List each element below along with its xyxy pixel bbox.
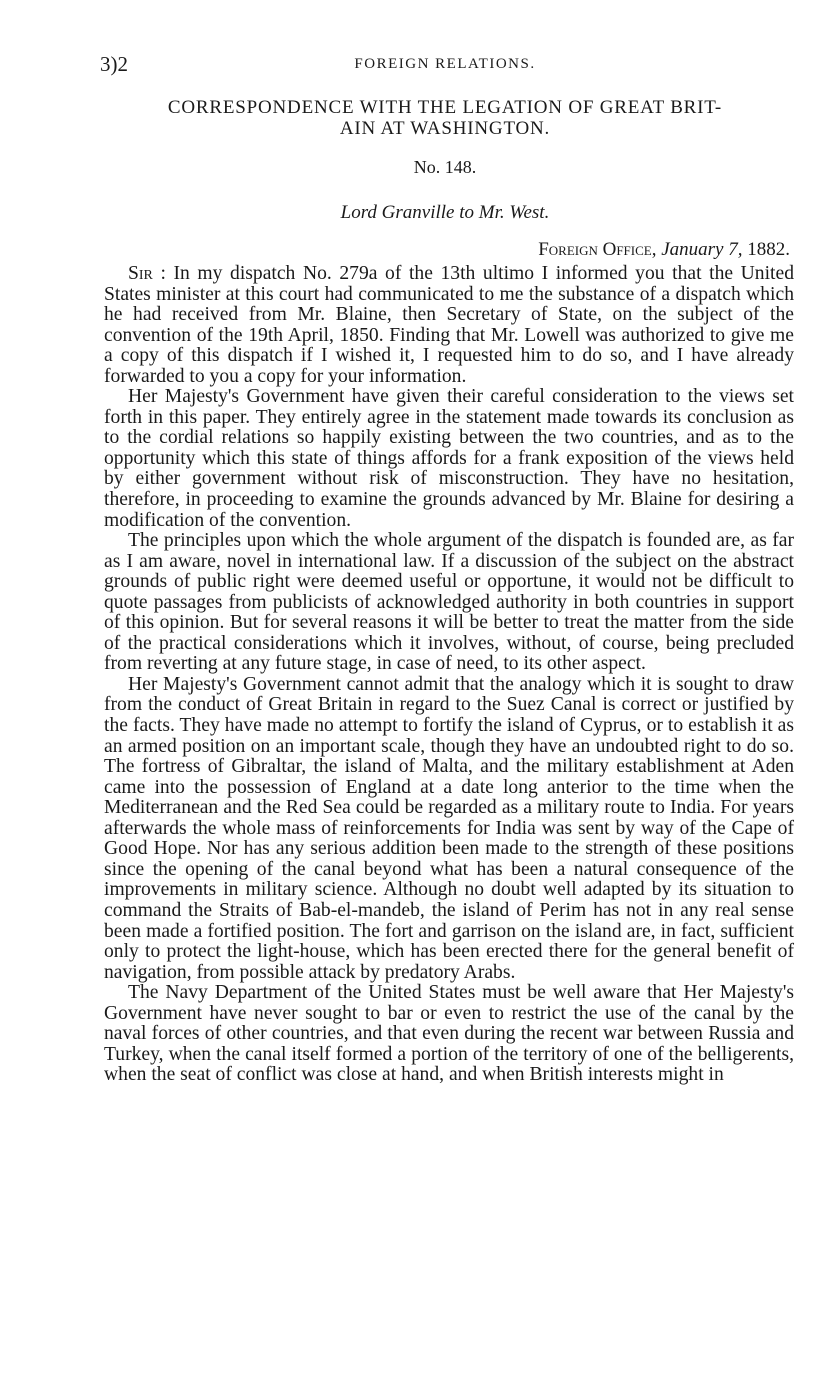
letter-body: [104, 264, 794, 1086]
letter-dateline: [100, 239, 790, 261]
paragraph-text: In my dispatch No. 279a of the 13th ultimo I informed you that the United States minister at this court had communicated to me the substance of a dispatch which he had received from Mr. Blaine, then Secretary of State, on the subject of the convention of the 19th April, 1850. Finding that Mr. Lowell was authorized to give me a copy of this dispatch if I wished it, I requested him to do so, and I have already forwarded to you a copy for your information.: [104, 263, 794, 387]
body-paragraph-4: Her Majesty's Government cannot admit that the analogy which it is sought to draw from the conduct of Great Britain in regard to the Suez Canal is correct or justified by the facts. They have made no attempt to fortify the island of Cyprus, or to establish it as an armed position on an important scale, though they have an undoubted right to do so. The fortress of Gibraltar, the island of Malta, and the military establishment at Aden came into the possession of England at a date long anterior to the time when the Mediterranean and the Red Sea could be regarded as a military route to India. For years afterwards the whole mass of reinforcements for India was sent by way of the Cape of Good Hope. Nor has any serious addition been made to the strength of these positions since the opening of the canal beyond what has been a natural consequence of the improvements in military science. Although no doubt well adapted by its situation to command the Straits of Bab-el-mandeb, the island of Perim has not in any real sense been made a fortified position. The fort and garrison on the island are, in fact, sufficient only to protect the light-house, which has been erected there for the general benefit of navigation, from possible attack by predatory Arabs.: [104, 673, 794, 983]
body-paragraph-1: [104, 264, 794, 387]
date-month-day: January 7,: [661, 239, 743, 260]
date-year: 1882.: [747, 239, 790, 260]
section-title: [100, 97, 790, 139]
body-paragraph-3: The principles upon which the whole argument of the dispatch is founded are, as far as I am aware, novel in international law. If a discussion of the subject on the abstract grounds of public right were deemed useful or opportune, it would not be difficult to quote passages from publicists of acknowledged authority in both countries in support of this opinion. But for several reasons it will be better to treat the matter from the side of the practical considerations which it involves, without, of course, being precluded from reverting at any future stage, in case of need, to its other aspect.: [104, 530, 794, 675]
running-head: FOREIGN RELATIONS.: [354, 56, 536, 72]
letter-addressline: Lord Granville to Mr. West.: [340, 202, 550, 223]
page-number: 3)2: [100, 52, 128, 76]
document-number: No. 148.: [413, 157, 477, 177]
section-title-line-1: CORRESPONDENCE WITH THE LEGATION OF GREAT BRIT-: [167, 97, 723, 118]
page-header: [100, 52, 790, 78]
date-place: Foreign Office,: [538, 239, 657, 260]
salutation: Sir :: [128, 263, 166, 284]
section-title-line-2: AIN AT WASHINGTON.: [339, 118, 551, 139]
body-paragraph-2: Her Majesty's Government have given their careful consideration to the views set forth in this paper. They entirely agree in the statement made towards its conclusion as to the cordial relations so happily existing between the two countries, and as to the opportunity which this state of things affords for a frank exposition of the views held by either government without risk of misconstruction. They have no hesitation, therefore, in proceeding to examine the grounds advanced by Mr. Blaine for desiring a modification of the convention.: [104, 386, 794, 531]
body-paragraph-5: The Navy Department of the United States must be well aware that Her Majesty's Government have never sought to bar or even to restrict the use of the canal by the naval forces of other countries, and that even during the recent war between Russia and Turkey, when the canal itself formed a portion of the territory of one of the belligerents, when the seat of conflict was close at hand, and when British interests might in: [104, 982, 794, 1086]
